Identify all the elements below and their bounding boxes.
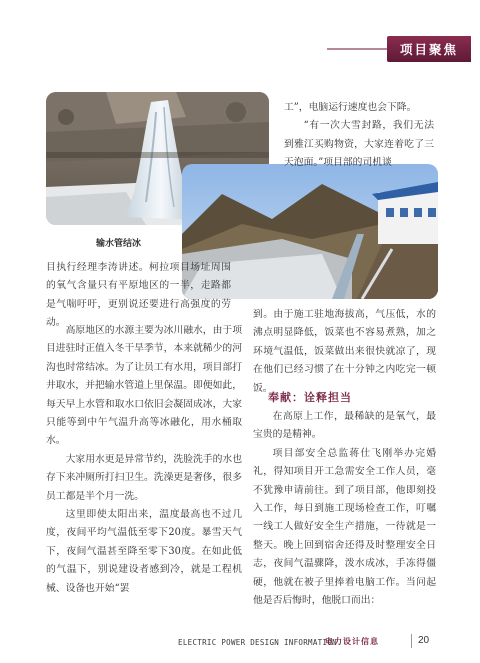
paragraph: 在高原上工作，最稀缺的是氧气，最宝贵的是精神。: [253, 411, 436, 441]
article-column-left: [46, 322, 242, 598]
footer-divider: [411, 634, 412, 648]
footer-publication-chinese: 电力设计信息: [325, 636, 379, 646]
paragraph: 目执行经理李涛讲述。柯拉项目场址周围的氧气含量只有平原地区的一半，走路都是气喘吁吁，更别说还要进行高强度的劳动。: [46, 262, 231, 329]
section-subheading: 奉献：诠释担当: [268, 391, 352, 404]
paragraph: 这里即使太阳出来，温度最高也不过几度，夜间平均气温低至零下20度。暴雪天气下，夜间气温甚至降至零下30度。在如此低的气温下，别说建设者感到冷，就是工程机械、设备也开始“罢: [46, 509, 242, 594]
paragraph: 项目部安全总监蒋仕飞刚举办完婚礼，得知项目开工急需安全工作人员，毫不犹豫申请前往。到了项目部，他即刻投入工作，每日到施工现场检查工作，叮嘱一线工人做好安全生产措施，一待就是一整天。晚上回到宿舍还得及时整理安全日志，夜间气温骤降，泼水成冰，手冻得僵硬，他就在被子里捧着电脑工作。当问起他是否后悔时，他脱口而出：: [253, 447, 436, 607]
header-rule: [327, 48, 387, 50]
article-column-right-top: [284, 99, 434, 173]
section-tag: 项目聚焦: [387, 36, 471, 62]
paragraph: “有一次大雪封路，我们无法到雅江买购物资，大家连着吃了三天泡面。”项目部的司机谈: [284, 120, 434, 169]
paragraph: 工”，电脑运行速度也会下降。: [284, 102, 417, 113]
article-column-right: [253, 306, 436, 398]
photo-caption: 输水管结冰: [96, 239, 142, 249]
footer-publication-english: ELECTRIC POWER DESIGN INFORMATION: [178, 638, 337, 647]
paragraph: 到。由于施工驻地海拔高，气压低，水的沸点明显降低，饭菜也不容易煮熟，加之环境气温低，饭菜做出来很快就凉了，现在他们已经习惯了在十分钟之内吃完一顿饭。: [253, 309, 436, 394]
paragraph: 大家用水更是异常节约，洗脸洗手的水也存下来冲厕所打扫卫生。洗澡更是奢侈，很多员工都是半个月一洗。: [46, 453, 242, 502]
article-column-right-lower: [253, 408, 436, 610]
paragraph: 高原地区的水源主要为冰川融水，由于项目进驻时正值入冬干旱季节，本来就稀少的河沟也时常结冰。为了让员工有水用，项目部打井取水，并把输水管道上里保温。即便如此，每天早上水管和取水口依旧会凝固成冰，大家只能等到中午气温升高等冰融化，用水桶取水。: [46, 325, 242, 447]
page-number: 20: [418, 635, 430, 646]
